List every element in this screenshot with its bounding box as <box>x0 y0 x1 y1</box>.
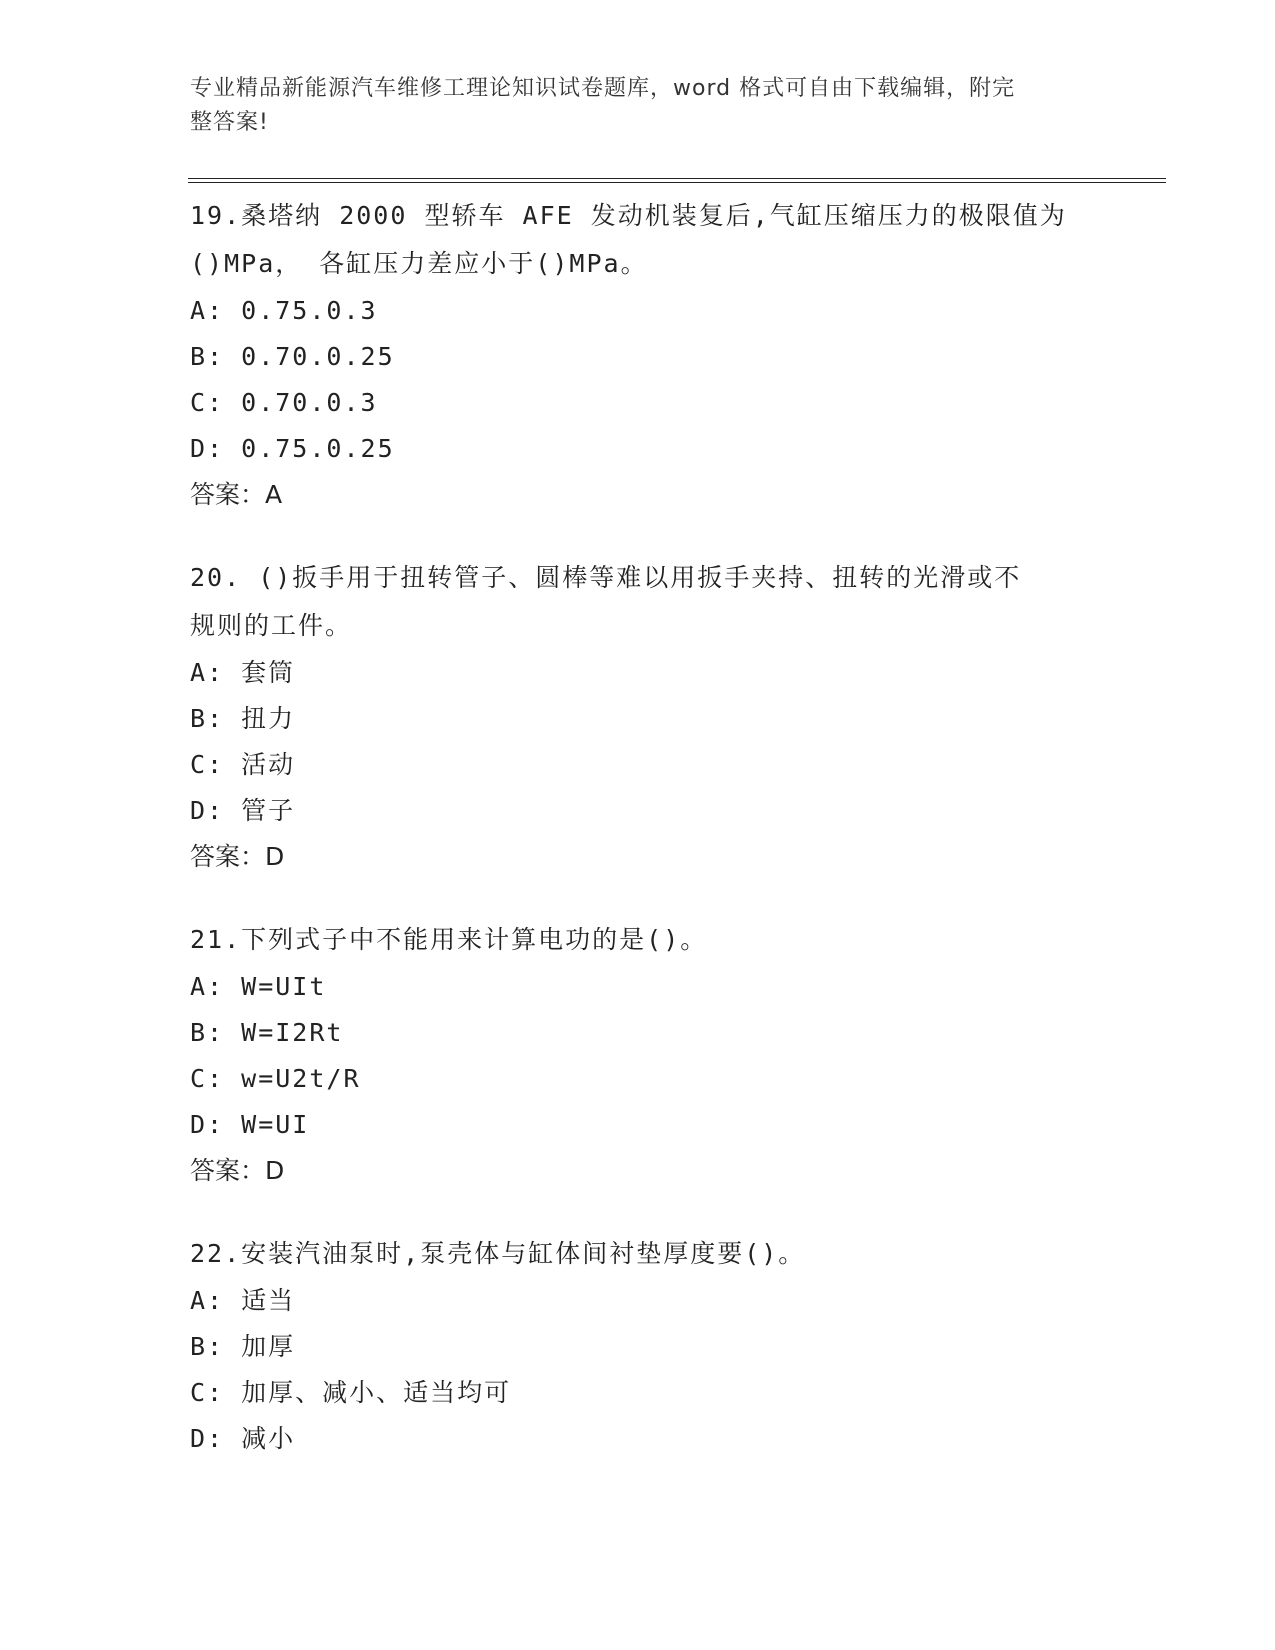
header-divider <box>188 178 1166 183</box>
question-22 <box>190 1230 1090 1462</box>
question-list <box>190 192 1090 1498</box>
question-text: 20. ()扳手用于扭转管子、圆棒等难以用扳手夹持、扭转的光滑或不 <box>190 563 1022 592</box>
option-c: C: w=U2t/R <box>190 1064 361 1093</box>
page-header <box>190 72 1090 140</box>
answer: 答案：A <box>190 480 283 509</box>
option-a: A: 套筒 <box>190 658 296 687</box>
option-a: A: W=UIt <box>190 972 327 1001</box>
answer: 答案：D <box>190 842 285 871</box>
option-d: D: W=UI <box>190 1110 310 1139</box>
question-text: 19.桑塔纳 2000 型轿车 AFE 发动机装复后,气缸压缩压力的极限值为 <box>190 201 1067 230</box>
answer: 答案：D <box>190 1156 285 1185</box>
option-a: A: 适当 <box>190 1286 296 1315</box>
option-c: C: 加厚、减小、适当均可 <box>190 1378 512 1407</box>
header-line-1: 专业精品新能源汽车维修工理论知识试卷题库，word 格式可自由下载编辑，附完 <box>190 76 1016 101</box>
option-b: B: W=I2Rt <box>190 1018 344 1047</box>
question-text: 21.下列式子中不能用来计算电功的是()。 <box>190 925 708 954</box>
option-a: A: 0.75.0.3 <box>190 296 378 325</box>
question-text: 22.安装汽油泵时,泵壳体与缸体间衬垫厚度要()。 <box>190 1239 806 1268</box>
question-19 <box>190 192 1090 518</box>
question-text-continued: ()MPa， 各缸压力差应小于()MPa。 <box>190 249 648 278</box>
option-d: D: 减小 <box>190 1424 296 1453</box>
option-d: D: 0.75.0.25 <box>190 434 395 463</box>
question-20 <box>190 554 1090 880</box>
option-b: B: 扭力 <box>190 704 296 733</box>
option-b: B: 0.70.0.25 <box>190 342 395 371</box>
header-line-2: 整答案! <box>190 110 269 135</box>
option-b: B: 加厚 <box>190 1332 296 1361</box>
option-d: D: 管子 <box>190 796 296 825</box>
option-c: C: 0.70.0.3 <box>190 388 378 417</box>
question-21 <box>190 916 1090 1194</box>
option-c: C: 活动 <box>190 750 296 779</box>
question-text-continued: 规则的工件。 <box>190 611 353 640</box>
